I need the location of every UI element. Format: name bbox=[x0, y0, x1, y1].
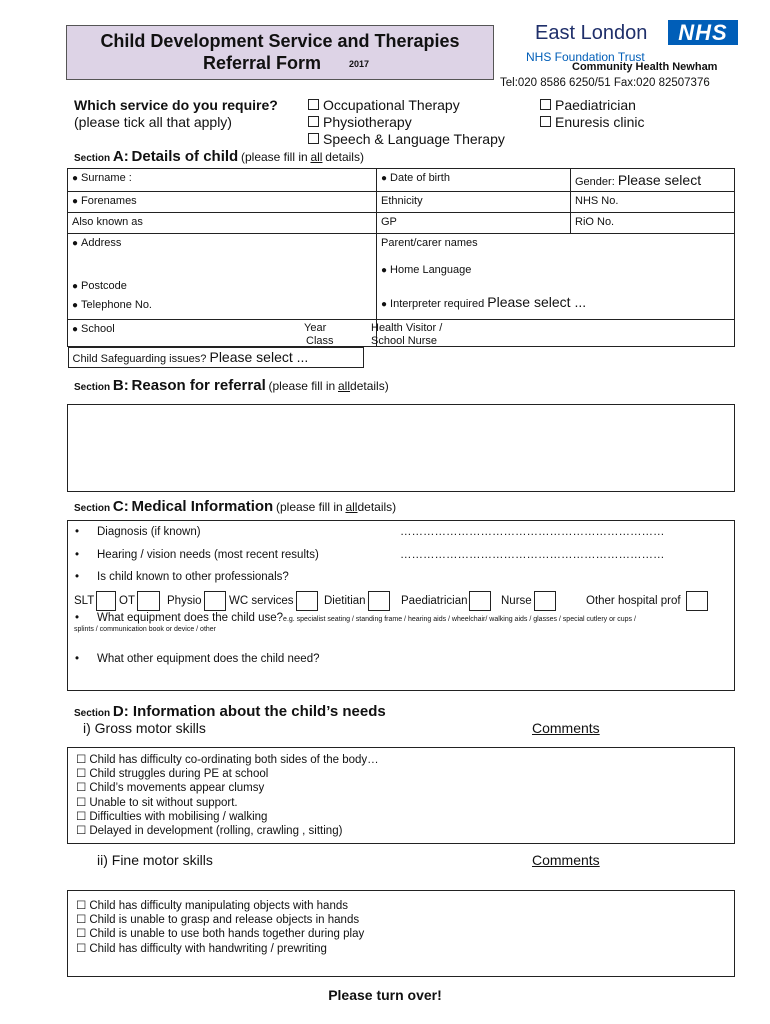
parent-field[interactable]: Parent/carer names ● Home Language ● Interpreter required Please select ... bbox=[377, 234, 735, 320]
gross-item[interactable]: ☐ Child struggles during PE at school bbox=[76, 767, 379, 781]
prof-wc[interactable]: WC services bbox=[229, 591, 318, 611]
service-option-ot[interactable]: Occupational Therapy bbox=[308, 97, 460, 113]
section-a-header: Section A: Details of child (please fill in all details) bbox=[74, 148, 364, 165]
ethnicity-field[interactable]: Ethnicity bbox=[377, 192, 571, 213]
fine-motor-checklist bbox=[76, 899, 364, 956]
prof-physio[interactable]: Physio bbox=[167, 591, 226, 611]
nhs-no-field[interactable]: NHS No. bbox=[571, 192, 735, 213]
form-subtitle: Referral Form bbox=[203, 53, 322, 73]
gross-item[interactable]: ☐ Child has difficulty co-ordinating both sides of the body… bbox=[76, 753, 379, 767]
postcode-field[interactable]: ● Postcode bbox=[72, 280, 127, 292]
gross-comments-label: Comments bbox=[532, 720, 600, 736]
service-option-enuresis[interactable]: Enuresis clinic bbox=[540, 114, 644, 130]
gp-field[interactable]: GP bbox=[377, 213, 571, 234]
form-title: Child Development Service and Therapies bbox=[100, 31, 460, 51]
health-visitor-field[interactable]: Health Visitor / School Nurse bbox=[377, 320, 735, 347]
fine-item[interactable]: ☐ Child is unable to grasp and release objects in hands bbox=[76, 913, 364, 927]
hearing-field[interactable]: …………………………………………………………… bbox=[400, 549, 665, 561]
professionals-question: • Is child known to other professionals? bbox=[97, 571, 289, 583]
gross-item[interactable]: ☐ Unable to sit without support. bbox=[76, 796, 379, 810]
fine-item[interactable]: ☐ Child is unable to use both hands together during play bbox=[76, 927, 364, 941]
gross-item[interactable]: ☐ Child’s movements appear clumsy bbox=[76, 781, 379, 795]
safeguarding-field[interactable]: Child Safeguarding issues? Please select ... bbox=[68, 347, 364, 368]
footer-note: Please turn over! bbox=[328, 987, 442, 1003]
contact-line: Tel:020 8586 6250/51 Fax:020 82507376 bbox=[500, 77, 710, 89]
checkbox[interactable] bbox=[469, 591, 491, 611]
interpreter-select[interactable]: Please select ... bbox=[487, 294, 587, 310]
service-option-slt[interactable]: Speech & Language Therapy bbox=[308, 131, 505, 147]
service-option-physio[interactable]: Physiotherapy bbox=[308, 114, 412, 130]
school-field[interactable]: ● School Year Class bbox=[68, 320, 377, 347]
form-year: 2017 bbox=[349, 59, 370, 69]
safeguarding-select[interactable]: Please select ... bbox=[209, 349, 309, 365]
prof-dietitian[interactable]: Dietitian bbox=[324, 591, 390, 611]
diagnosis-label: • Diagnosis (if known) bbox=[97, 526, 201, 538]
fine-item[interactable]: ☐ Child has difficulty manipulating objects with hands bbox=[76, 899, 364, 913]
other-equipment-question: • What other equipment does the child need? bbox=[97, 653, 319, 665]
interpreter-field[interactable]: ● Interpreter required Please select ... bbox=[381, 294, 586, 310]
section-b-header: Section B: Reason for referral (please fill in alldetails) bbox=[74, 377, 389, 394]
checkbox[interactable] bbox=[540, 99, 551, 110]
checkbox[interactable] bbox=[296, 591, 318, 611]
gender-select[interactable]: Please select bbox=[617, 172, 702, 188]
diagnosis-field[interactable]: …………………………………………………………… bbox=[400, 526, 665, 538]
equipment-examples: splints / communication book or device / other bbox=[74, 626, 217, 633]
gross-motor-label: i) Gross motor skills bbox=[83, 720, 206, 736]
home-language-field[interactable]: ● Home Language bbox=[381, 264, 471, 276]
checkbox[interactable] bbox=[534, 591, 556, 611]
checkbox[interactable] bbox=[540, 116, 551, 127]
gross-item[interactable]: ☐ Difficulties with mobilising / walking bbox=[76, 810, 379, 824]
prof-other[interactable]: Other hospital prof bbox=[586, 591, 708, 611]
rio-field[interactable]: RiO No. bbox=[571, 213, 735, 234]
org-name: East London bbox=[535, 22, 648, 44]
service-question: Which service do you require? bbox=[74, 97, 278, 113]
section-c-header: Section C: Medical Information (please fill in alldetails) bbox=[74, 498, 397, 515]
fine-comments-label: Comments bbox=[532, 852, 600, 868]
forenames-field[interactable]: ● Forenames bbox=[68, 192, 377, 213]
checkbox[interactable] bbox=[308, 133, 319, 144]
form-title-box bbox=[66, 25, 494, 80]
fine-item[interactable]: ☐ Child has difficulty with handwriting / prewriting bbox=[76, 942, 364, 956]
dob-field[interactable]: ● Date of birth bbox=[377, 169, 571, 192]
site-name: Community Health Newham bbox=[572, 61, 718, 73]
address-field[interactable]: ● Address ● Postcode ● Telephone No. bbox=[68, 234, 377, 320]
gross-item[interactable]: ☐ Delayed in development (rolling, crawling , sitting) bbox=[76, 824, 379, 838]
prof-slt[interactable]: SLT bbox=[74, 591, 116, 611]
checkbox[interactable] bbox=[308, 116, 319, 127]
telephone-field[interactable]: ● Telephone No. bbox=[72, 299, 152, 311]
nhs-logo: NHS bbox=[668, 20, 738, 45]
service-option-paed[interactable]: Paediatrician bbox=[540, 97, 636, 113]
gender-field[interactable]: Gender: Please select bbox=[571, 169, 735, 192]
prof-nurse[interactable]: Nurse bbox=[501, 591, 556, 611]
prof-ot[interactable]: OT bbox=[119, 591, 160, 611]
prof-paediatrician[interactable]: Paediatrician bbox=[401, 591, 491, 611]
checkbox[interactable] bbox=[204, 591, 226, 611]
service-note: (please tick all that apply) bbox=[74, 114, 232, 130]
section-d-header: Section D: Information about the child’s needs bbox=[74, 703, 386, 720]
fine-motor-label: ii) Fine motor skills bbox=[97, 852, 213, 868]
reason-for-referral-box[interactable] bbox=[67, 404, 735, 492]
checkbox[interactable] bbox=[686, 591, 708, 611]
trust-name: NHS Foundation Trust bbox=[526, 50, 645, 64]
surname-field[interactable]: ● Surname : bbox=[68, 169, 377, 192]
equipment-question: • What equipment does the child use?e.g. specialist seating / standing frame / hearing aids / wheelchair/ walking aids / glasses / special cutlery or cups / bbox=[97, 612, 636, 624]
gross-motor-checklist bbox=[76, 753, 379, 838]
checkbox[interactable] bbox=[137, 591, 160, 611]
hearing-label: • Hearing / vision needs (most recent results) bbox=[97, 549, 319, 561]
checkbox[interactable] bbox=[96, 591, 116, 611]
aka-field[interactable]: Also known as bbox=[68, 213, 377, 234]
child-details-table bbox=[67, 168, 735, 368]
checkbox[interactable] bbox=[308, 99, 319, 110]
checkbox[interactable] bbox=[368, 591, 390, 611]
